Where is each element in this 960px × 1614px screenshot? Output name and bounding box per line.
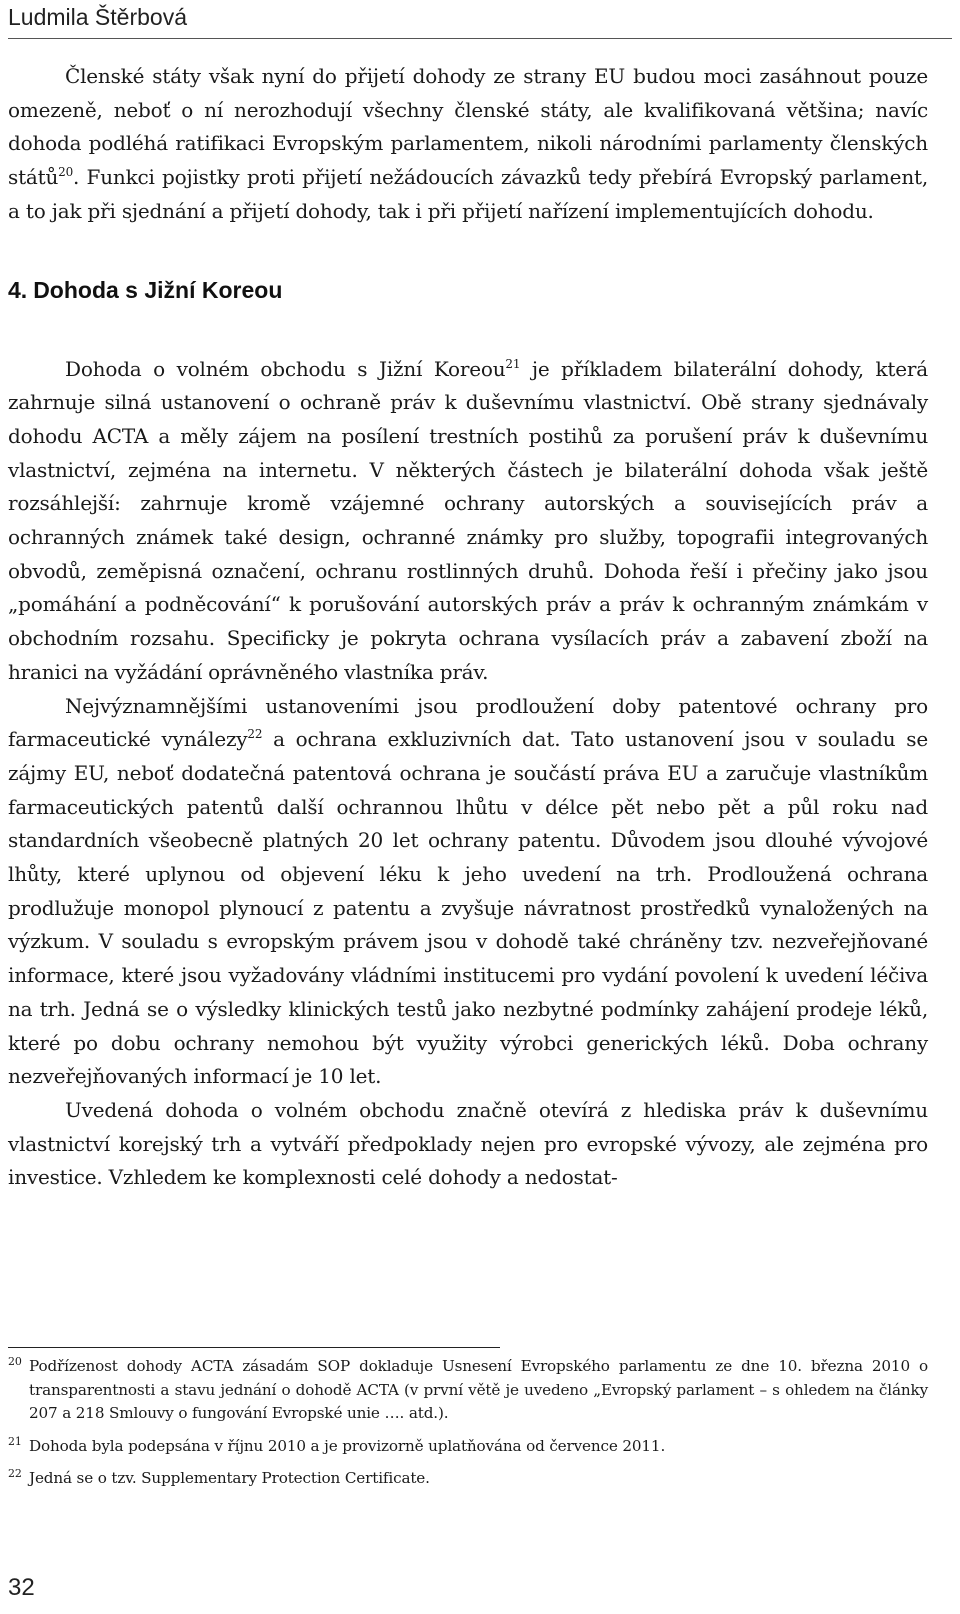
section-number: 4. xyxy=(8,276,28,303)
header-rule xyxy=(8,38,952,39)
footnote-text: Jedná se o tzv. Supplementary Protection Certificate. xyxy=(29,1469,430,1488)
paragraph-3-text-b: a ochrana exkluzivních dat. Tato ustanovení jsou v souladu se zájmy EU, neboť dodatečná patentová ochrana je součástí práva EU a zaručuje vlastníkům farmaceutických patentů další ochrannou lhůtu v délce pět nebo pět a půl roku nad standardních všeobecně platných 20 let ochrany patentu. Důvodem jsou dlouhé vývojové lhůty, které uplynou od objevení léku k jeho uvedení na trh. Prodloužená ochrana prodlužuje monopol plynoucí z patentu a zvyšuje návratnost prostředků vynaložených na výzkum. V souladu s evropským právem jsou v dohodě také chráněny tzv. nezveřejňované informace, které jsou vyžadovány vládními institucemi pro vydání povolení k uvedení léčiva na trh. Jedná se o výsledky klinických testů jako nezbytné podmínky zahájení prodeje léků, které po dobu ochrany nemohou být využity výrobci generických léků. Doba ochrany nezveřejňovaných informací je 10 let. xyxy=(8,727,928,1089)
paragraph-3 xyxy=(8,690,928,1094)
paragraph-1-text-b: . Funkci pojistky proti přijetí nežádoucích závazků tedy přebírá Evropský parlament, a to jak při sjednání a přijetí dohody, tak i při přijetí nařízení implementujících dohodu. xyxy=(8,165,928,223)
footnote-text: Dohoda byla podepsána v říjnu 2010 a je provizorně uplatňována od července 2011. xyxy=(29,1436,666,1455)
running-head-author: Ludmila Štěrbová xyxy=(8,4,187,30)
section-heading xyxy=(8,276,928,304)
footnote-mark: 20 xyxy=(8,1355,22,1368)
paragraph-2 xyxy=(8,353,928,690)
footnote-22 xyxy=(8,1467,928,1491)
paragraph-2-text-b: je příkladem bilaterální dohody, která zahrnuje silná ustanovení o ochraně práv k duševnímu vlastnictví. Obě strany sjednávaly dohodu ACTA a měly zájem na posílení trestních postihů za porušení práv k duševnímu vlastnictví, zejména na internetu. V některých částech je bilaterální dohoda však ještě rozsáhlejší: zahrnuje kromě vzájemné ochrany autorských a souvisejících práv a ochranných známek také design, ochranné známky pro služby, topografii integrovaných obvodů, zeměpisná označení, ochranu rostlinných druhů. Dohoda řeší i přečiny jako jsou „pomáhání a podněcování“ k porušování autorských práv a práv k ochranným známkám v obchodním rozsahu. Specificky je pokryta ochrana vysílacích práv a zabavení zboží na hranici na vyžádání oprávněného vlastníka práv. xyxy=(8,356,928,684)
footnote-mark: 21 xyxy=(8,1434,22,1448)
footnotes xyxy=(8,1355,928,1500)
main-text xyxy=(8,60,928,1195)
footnote-ref-21: 21 xyxy=(505,356,521,371)
section-title: Dohoda s Jižní Koreou xyxy=(33,276,283,303)
paragraph-3-text-a: Nejvýznamnějšími ustanoveními jsou prodloužení doby patentové ochrany pro farmaceutické vynálezy xyxy=(8,693,928,752)
paragraph-1 xyxy=(8,60,928,229)
paragraph-1-text-a: Členské státy však nyní do přijetí dohody ze strany EU budou moci zasáhnout pouze omezeně, neboť o ní nerozhodují všechny členské státy, ale kvalifikovaná většina; navíc dohoda podléhá ratifikaci Evropským parlamentem, nikoli národními parlamenty členských států xyxy=(8,64,928,190)
footnote-mark: 22 xyxy=(8,1467,22,1481)
footnote-ref-20: 20 xyxy=(58,165,74,180)
footnote-text: Podřízenost dohody ACTA zásadám SOP dokladuje Usnesení Evropského parlamentu ze dne 10. března 2010 o transparentnosti a stavu jednání o dohodě ACTA (v první větě je uvedeno „Evropský parlament – s ohledem na články 207 a 218 Smlouvy o fungování Evropské unie …. atd.). xyxy=(29,1357,928,1423)
footnote-ref-22: 22 xyxy=(247,727,263,742)
page-number: 32 xyxy=(8,1574,35,1601)
paragraph-4: Uvedená dohoda o volném obchodu značně otevírá z hlediska práv k duševnímu vlastnictví korejský trh a vytváří předpoklady nejen pro evropské vývozy, ale zejména pro investice. Vzhledem ke komplexnosti celé dohody a nedostat- xyxy=(8,1097,928,1190)
paragraph-2-text-a: Dohoda o volném obchodu s Jižní Koreou xyxy=(65,356,506,381)
footnote-20 xyxy=(8,1355,928,1426)
footnote-rule xyxy=(8,1347,500,1348)
footnote-21 xyxy=(8,1435,928,1459)
